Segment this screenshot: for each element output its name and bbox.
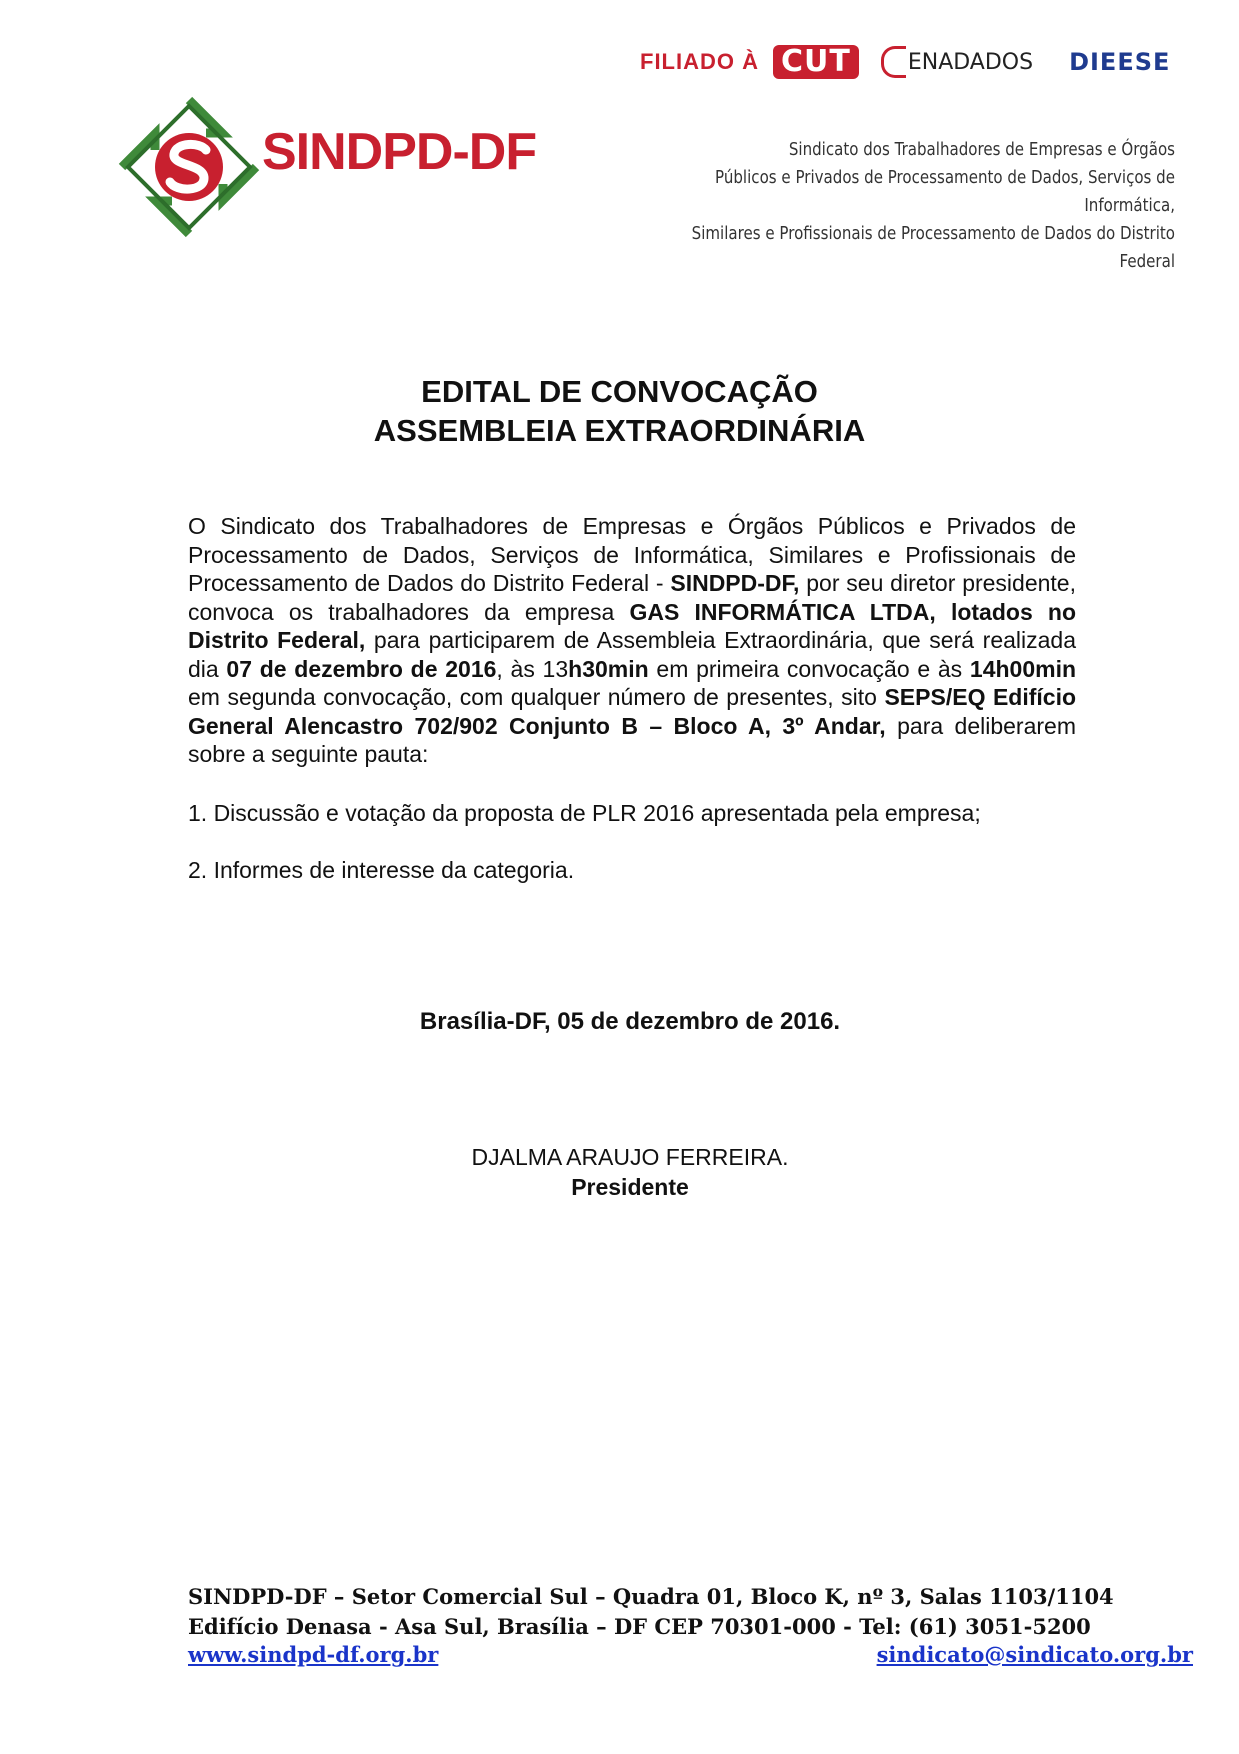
signatory-name: DJALMA ARAUJO FERREIRA. xyxy=(471,1144,789,1170)
signatory-role: Presidente xyxy=(571,1174,689,1200)
union-full-name xyxy=(659,136,1175,276)
body-bold-company: GAS INFORMÁTICA LTDA, lotados no Distrito Federal, xyxy=(188,598,1076,653)
body-bold-time-2: 14h00min xyxy=(969,655,1077,682)
footer-line-2: Edifício Denasa - Asa Sul, Brasília – DF CEP 70301-000 - Tel: (61) 3051-5200 xyxy=(188,1614,1091,1639)
body-text-5: em primeira convocação e às xyxy=(648,655,970,682)
sindpd-emblem-icon xyxy=(114,92,264,242)
body-bold-time-1: h30min xyxy=(568,655,649,682)
affiliation-label: FILIADO À xyxy=(640,49,759,74)
footer-line-1: SINDPD-DF – Setor Comercial Sul – Quadra 01, Bloco K, nº 3, Salas 1103/1104 xyxy=(188,1584,1114,1609)
cut-logo: CUT xyxy=(773,45,859,79)
title-line-2: ASSEMBLEIA EXTRAORDINÁRIA xyxy=(373,413,866,448)
title-line-1: EDITAL DE CONVOCAÇÃO xyxy=(421,374,818,409)
fenadados-logo xyxy=(881,46,1033,78)
union-name-line: Similares e Profissionais de Processamento de Dados do Distrito Federal xyxy=(691,224,1175,272)
date-line: Brasília-DF, 05 de dezembro de 2016. xyxy=(419,1008,841,1035)
fenadados-mark-icon xyxy=(881,46,906,78)
union-name-line: Sindicato dos Trabalhadores de Empresas e Órgãos xyxy=(788,140,1175,160)
agenda-item: 2. Informes de interesse da categoria. xyxy=(188,857,575,883)
document-title xyxy=(0,372,1239,450)
body-text-2: por seu diretor presidente, convoca os trabalhadores da empresa xyxy=(188,570,1076,625)
email-link[interactable]: sindicato@sindicato.org.br xyxy=(876,1642,1193,1667)
union-name-line: Públicos e Privados de Processamento de Dados, Serviços de Informática, xyxy=(715,168,1175,216)
footer-links xyxy=(188,1642,1193,1674)
body-bold-date: 07 de dezembro de 2016 xyxy=(226,655,497,682)
body-text-6: em segunda convocação, com qualquer número de presentes, sito xyxy=(188,684,885,710)
body-text-4: , às 13 xyxy=(496,655,569,682)
sindpd-logo xyxy=(114,92,564,242)
body-text-3: para participarem de Assembleia Extraordinária, que será realizada dia xyxy=(188,627,1076,682)
body-text-1: O Sindicato dos Trabalhadores de Empresas e Órgãos Públicos e Privados de Processamento de Dados, Serviços de Informática, Similares e Profissionais de Processamento de Dados do Distrito Federal - xyxy=(188,513,1076,596)
footer-address xyxy=(188,1582,1193,1642)
website-link[interactable]: www.sindpd-df.org.br xyxy=(188,1642,439,1667)
fenadados-text: ENADADOS xyxy=(907,49,1034,75)
body-bold-1: SINDPD-DF, xyxy=(670,570,800,596)
dieese-logo: DIEESE xyxy=(1069,48,1171,76)
convocation-paragraph xyxy=(188,512,1076,769)
sindpd-logo-text: SINDPD-DF xyxy=(262,123,537,181)
agenda-item: 1. Discussão e votação da proposta de PLR 2016 apresentada pela empresa; xyxy=(188,800,981,826)
body-text-7: para deliberarem sobre a seguinte pauta: xyxy=(188,712,1076,767)
affiliations-bar xyxy=(640,42,1200,82)
body-bold-address: SEPS/EQ Edifício General Alencastro 702/902 Conjunto B – Bloco A, 3º Andar, xyxy=(188,684,1077,739)
